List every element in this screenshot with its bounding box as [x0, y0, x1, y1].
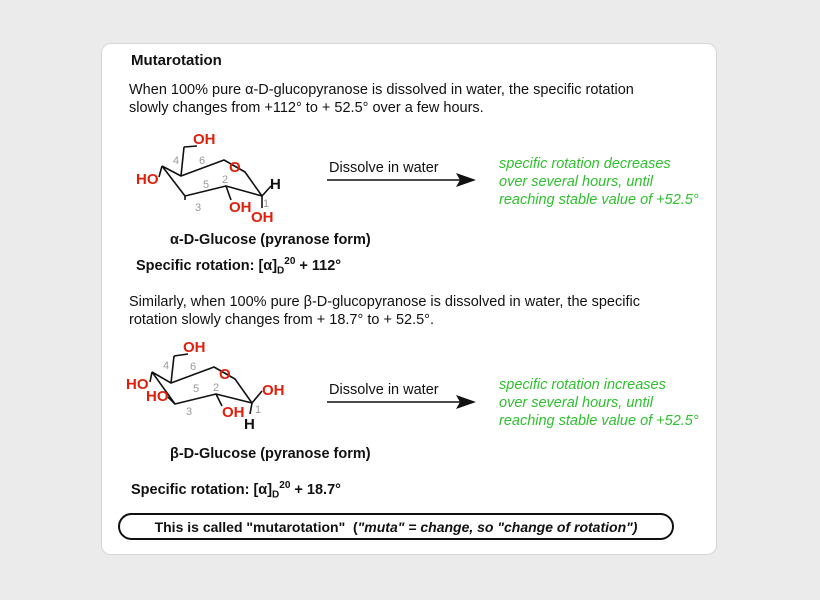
- beta-ring-oxygen-label: O: [219, 366, 231, 383]
- beta-oh-c6-label: OH: [183, 339, 206, 356]
- beta-rotation-sub: D: [272, 489, 280, 501]
- beta-ho-c3-label: HO: [146, 388, 169, 405]
- beta-caption: β-D-Glucose (pyranose form): [170, 446, 371, 462]
- mutarotation-definition-box: [118, 513, 674, 540]
- alpha-carbon-3-number: 3: [195, 202, 202, 214]
- beta-oh-c2-label: OH: [222, 404, 245, 421]
- alpha-oh-c2-label: OH: [229, 199, 252, 216]
- alpha-description-line1: When 100% pure α-D-glucopyranose is dissolved in water, the specific rotation: [129, 82, 634, 98]
- beta-result-line3: reaching stable value of +52.5°: [499, 413, 699, 429]
- definition-italic-text: "muta" = change, so "change of rotation"): [357, 518, 638, 535]
- alpha-caption: α-D-Glucose (pyranose form): [170, 232, 371, 248]
- beta-carbon-2-number: 2: [213, 382, 220, 394]
- beta-result-line1: specific rotation increases: [499, 377, 666, 393]
- alpha-carbon-1-number: 1: [263, 198, 270, 210]
- alpha-carbon-4-number: 4: [173, 155, 180, 167]
- alpha-result-line3: reaching stable value of +52.5°: [499, 192, 699, 208]
- beta-carbon-3-number: 3: [186, 406, 193, 418]
- beta-carbon-1-number: 1: [255, 404, 262, 416]
- alpha-rotation-sub: D: [277, 265, 285, 277]
- alpha-arrow-label: Dissolve in water: [329, 160, 439, 176]
- alpha-carbon-2-number: 2: [222, 174, 229, 186]
- beta-carbon-4-number: 4: [163, 360, 170, 372]
- alpha-rotation-value: + 112°: [295, 257, 342, 274]
- definition-main-text: This is called "mutarotation" (: [154, 518, 358, 535]
- beta-description-line1: Similarly, when 100% pure β-D-glucopyranose is dissolved in water, the specific: [129, 294, 640, 310]
- alpha-carbon-6-number: 6: [199, 155, 206, 167]
- alpha-result-line2: over several hours, until: [499, 174, 653, 190]
- alpha-result-line1: specific rotation decreases: [499, 156, 671, 172]
- alpha-ho-c4-label: HO: [136, 171, 159, 188]
- beta-oh-c1-label: OH: [262, 382, 285, 399]
- beta-description-line2: rotation slowly changes from + 18.7° to + 52.5°.: [129, 312, 434, 328]
- beta-rotation-sup: 20: [279, 480, 291, 491]
- beta-ho-c4-label: HO: [126, 376, 149, 393]
- beta-h-c1-label: H: [244, 416, 255, 433]
- beta-arrow-label: Dissolve in water: [329, 382, 439, 398]
- beta-rotation-prefix: Specific rotation: [α]: [131, 481, 273, 498]
- beta-result-line2: over several hours, until: [499, 395, 653, 411]
- alpha-carbon-5-number: 5: [203, 179, 210, 191]
- alpha-oh-c1-label: OH: [251, 209, 274, 226]
- beta-specific-rotation: [131, 480, 341, 501]
- alpha-rotation-prefix: Specific rotation: [α]: [136, 257, 278, 274]
- beta-rotation-value: + 18.7°: [290, 481, 341, 498]
- alpha-ring-oxygen-label: O: [229, 159, 241, 176]
- beta-carbon-6-number: 6: [190, 361, 197, 373]
- beta-result-text: [499, 376, 699, 430]
- alpha-h-c1-label: H: [270, 176, 281, 193]
- alpha-description-line2: slowly changes from +112° to + 52.5° over a few hours.: [129, 100, 484, 116]
- beta-carbon-5-number: 5: [193, 383, 200, 395]
- alpha-oh-c6-label: OH: [193, 131, 216, 148]
- alpha-rotation-sup: 20: [284, 256, 296, 267]
- page-title: Mutarotation: [131, 52, 222, 69]
